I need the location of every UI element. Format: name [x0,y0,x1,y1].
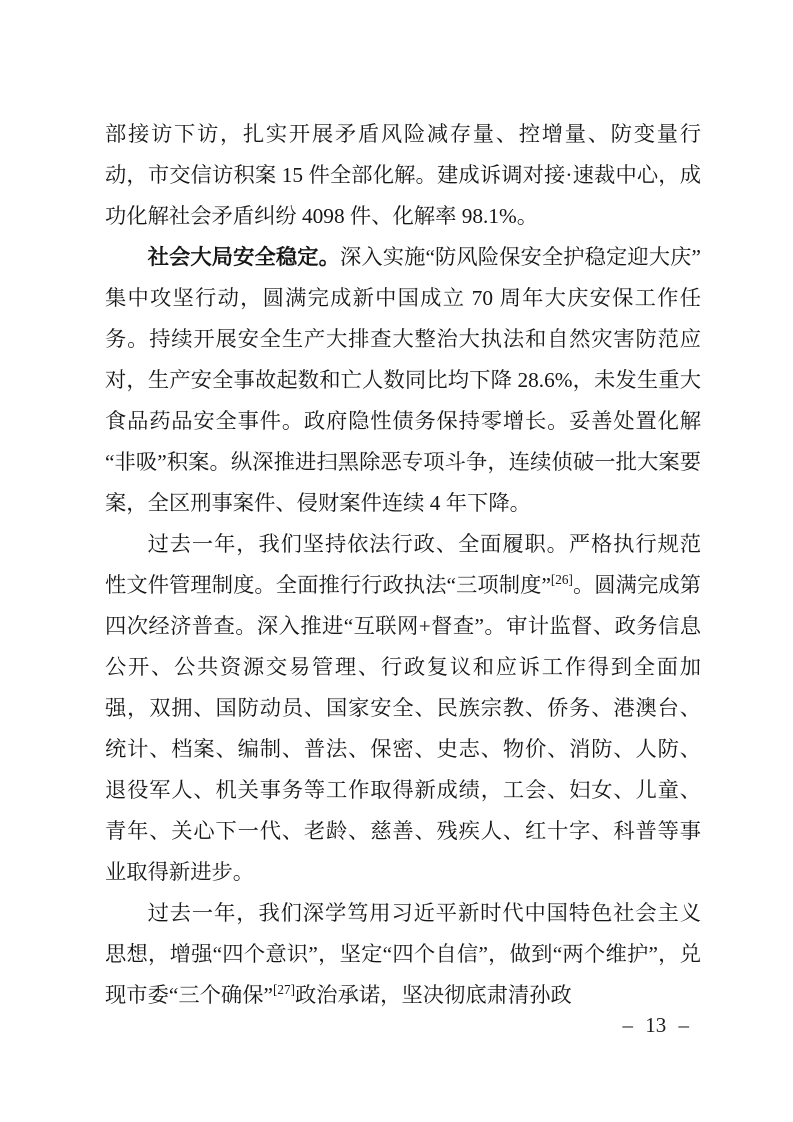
text-segment: 深入实施“防风险保安全护稳定迎大庆”集中攻坚行动，圆满完成新中国成立 70 周年大庆安保工作任务。持续开展安全生产大排查大整治大执法和自然灾害防范应对，生产安全事故起数和亡人数同比均下降 28.6%，未发生重大食品药品安全事件。政府隐性债务保持零增长。妥善处置化解“非吸”积案。纵深推进扫黑除恶专项斗争，连续侦破一批大案要案，全区刑事案件、侵财案件连续 4 年下降。 [105,245,701,515]
text-segment: 政治承诺，坚决彻底肃清孙政 [294,983,572,1007]
text-segment: 。圆满完成第四次经济普查。深入推进“互联网+督查”。审计监督、政务信息公开、公共资源交易管理、行政复议和应诉工作得到全面加强，双拥、国防动员、国家安全、民族宗教、侨务、港澳台、统计、档案、编制、普法、保密、史志、物价、消防、人防、退役军人、机关事务等工作取得新成绩，工会、妇女、儿童、青年、关心下一代、老龄、慈善、残疾人、红十字、科普等事业取得新进步。 [105,573,701,884]
footnote-ref: [27] [272,981,295,997]
para-political-commitment [105,893,701,1016]
page-number: – 13 – [622,1013,689,1037]
para-petition-dispute-resolution [105,114,701,237]
text-segment: 过去一年，我们坚持依法行政、全面履职。严格执行规范性文件管理制度。全面推行行政执法“三项制度” [105,532,701,597]
text-segment: 部接访下访，扎实开展矛盾风险减存量、控增量、防变量行动，市交信访积案 15 件全部化解。建成诉调对接·速裁中心，成功化解社会矛盾纠纷 4098 件、化解率 98.1%。 [105,122,701,228]
paragraph-lead-bold: 社会大局安全稳定。 [147,245,340,269]
text-segment: 过去一年，我们深学笃用习近平新时代中国特色社会主义思想，增强“四个意识”，坚定“四个自信”，做到“两个维护”，兑现市委“三个确保” [105,901,701,1007]
document-body [105,114,701,1016]
footnote-ref: [26] [550,571,573,587]
para-law-based-administration [105,524,701,893]
para-social-stability [105,237,701,524]
